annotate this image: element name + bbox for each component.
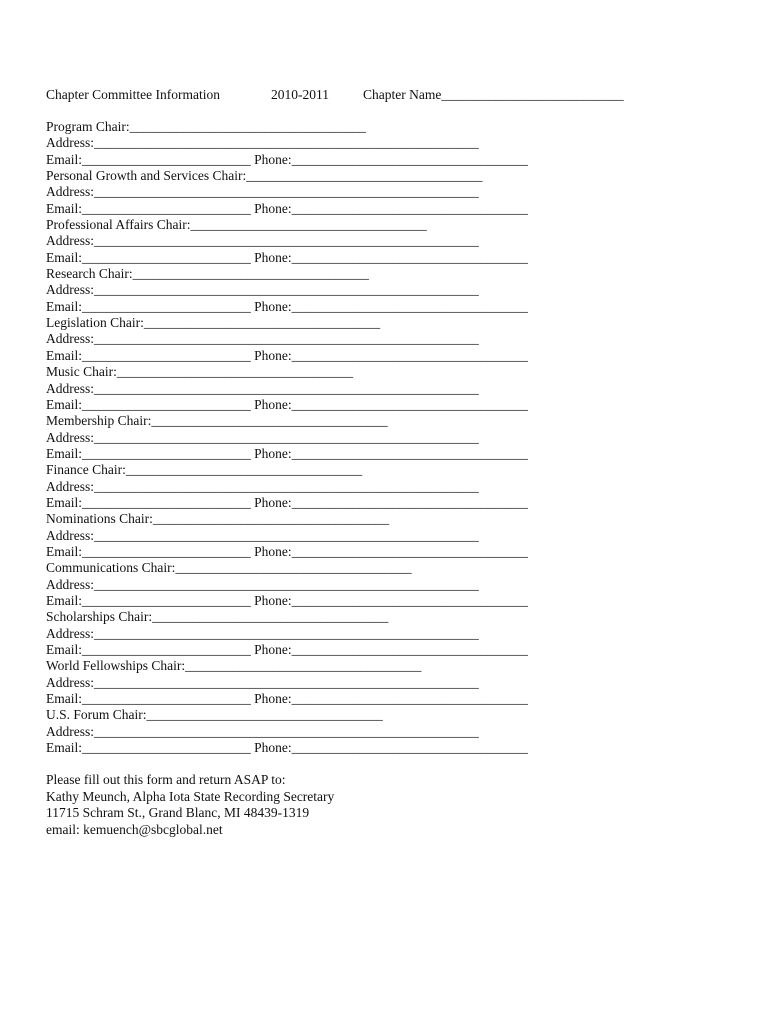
instructions-line: Please fill out this form and return ASAP to: bbox=[46, 772, 286, 787]
form-field-row[interactable]: Email:_________________________ Phone:___________________________________ bbox=[46, 396, 528, 412]
form-field-row[interactable]: Address:_________________________________________________________ bbox=[46, 576, 479, 592]
form-field-row[interactable]: Address:_________________________________________________________ bbox=[46, 380, 479, 396]
form-field-row[interactable]: Finance Chair:___________________________________ bbox=[46, 462, 363, 478]
form-field-row[interactable]: Address:_________________________________________________________ bbox=[46, 429, 479, 445]
form-field-row[interactable]: Nominations Chair:___________________________________ bbox=[46, 511, 390, 527]
form-field-row[interactable]: Address:_________________________________________________________ bbox=[46, 478, 479, 494]
form-field-row[interactable]: Address:_________________________________________________________ bbox=[46, 723, 479, 739]
form-year: 2010-2011 bbox=[271, 87, 329, 102]
form-field-row[interactable]: Email:_________________________ Phone:___________________________________ bbox=[46, 592, 528, 608]
form-field-row[interactable]: Address:_________________________________________________________ bbox=[46, 331, 479, 347]
form-field-row[interactable]: Membership Chair:___________________________________ bbox=[46, 413, 388, 429]
form-field-row[interactable]: Address:_________________________________________________________ bbox=[46, 282, 479, 298]
form-field-row[interactable]: Scholarships Chair:___________________________________ bbox=[46, 609, 389, 625]
form-field-row[interactable]: Music Chair:___________________________________ bbox=[46, 364, 354, 380]
recipient-address: 11715 Schram St., Grand Blanc, MI 48439-1319 bbox=[46, 805, 310, 820]
form-field-row[interactable]: Email:_________________________ Phone:___________________________________ bbox=[46, 445, 528, 461]
chapter-name-field[interactable]: Chapter Name___________________________ bbox=[363, 87, 624, 102]
committee-fields bbox=[46, 119, 576, 756]
form-field-row[interactable]: Research Chair:___________________________________ bbox=[46, 266, 369, 282]
recipient-name: Kathy Meunch, Alpha Iota State Recording Secretary bbox=[46, 788, 335, 804]
form-field-row[interactable]: Address:_________________________________________________________ bbox=[46, 184, 479, 200]
form-field-row[interactable]: Address:_________________________________________________________ bbox=[46, 674, 479, 690]
form-field-row[interactable]: Email:_________________________ Phone:___________________________________ bbox=[46, 151, 528, 167]
form-field-row[interactable]: Email:_________________________ Phone:___________________________________ bbox=[46, 249, 528, 265]
form-field-row[interactable]: Email:_________________________ Phone:___________________________________ bbox=[46, 691, 528, 707]
form-field-row[interactable]: Address:_________________________________________________________ bbox=[46, 233, 479, 249]
form-field-row[interactable]: Professional Affairs Chair:___________________________________ bbox=[46, 217, 427, 233]
form-field-row[interactable]: Email:_________________________ Phone:___________________________________ bbox=[46, 642, 528, 657]
form-field-row[interactable]: Email:_________________________ Phone:___________________________________ bbox=[46, 298, 528, 314]
form-field-row[interactable]: Email:_________________________ Phone:___________________________________ bbox=[46, 543, 528, 559]
form-field-row[interactable]: Program Chair:___________________________________ bbox=[46, 119, 366, 134]
form-field-row[interactable]: Email:_________________________ Phone:___________________________________ bbox=[46, 740, 528, 756]
form-field-row[interactable]: Communications Chair:___________________________________ bbox=[46, 560, 412, 576]
form-field-row[interactable]: World Fellowships Chair:___________________________________ bbox=[46, 658, 422, 674]
form-title: Chapter Committee Information bbox=[46, 87, 220, 102]
form-field-row[interactable]: Address:_________________________________________________________ bbox=[46, 527, 479, 543]
form-field-row[interactable]: Address:_________________________________________________________ bbox=[46, 625, 479, 641]
form-field-row[interactable]: Email:_________________________ Phone:___________________________________ bbox=[46, 494, 528, 510]
form-field-row[interactable]: Email:_________________________ Phone:___________________________________ bbox=[46, 347, 528, 363]
form-field-row[interactable]: Personal Growth and Services Chair:___________________________________ bbox=[46, 168, 483, 184]
recipient-email: email: kemuench@sbcglobal.net bbox=[46, 821, 223, 837]
return-instructions bbox=[46, 772, 334, 838]
form-field-row[interactable]: Address:_________________________________________________________ bbox=[46, 135, 479, 151]
form-field-row[interactable]: U.S. Forum Chair:___________________________________ bbox=[46, 707, 383, 723]
form-field-row[interactable]: Email:_________________________ Phone:___________________________________ bbox=[46, 200, 528, 216]
form-field-row[interactable]: Legislation Chair:___________________________________ bbox=[46, 315, 381, 331]
